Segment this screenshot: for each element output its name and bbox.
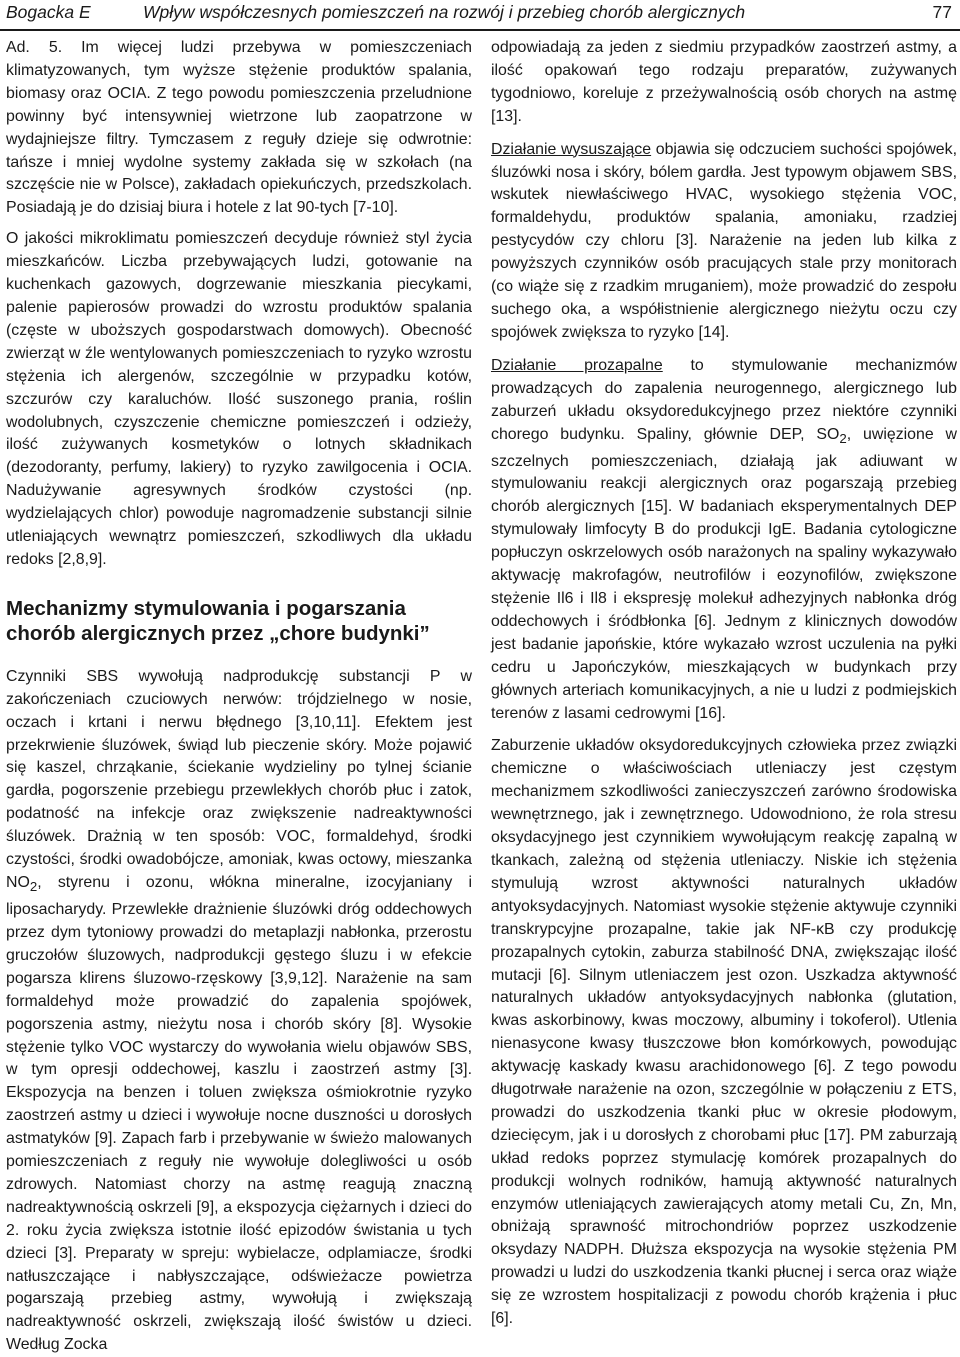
- section-heading: Mechanizmy stymulowania i pogarszania chorób alergicznych przez „chore budynki”: [6, 596, 430, 645]
- paragraph-text: , styrenu i ozonu, włókna mineralne, izocyjaniany i liposacharydy. Przewlekłe drażnienie śluzówki dróg oddechowych przez dym tytoniowy prowadzi do metaplazji nabłonka, przerostu gruczołów śluzowych, nadprodukcji gęstego śluzu i w efekcie pogarsza klirens śluzowo-rzęskowy [3,9,12]. Narażenie na sam formaldehyd może prowadzić do zapalenia spojówek, pogorszenia astmy, nieżytu nosa i chorób skóry [8]. Wysokie stężenie tylko VOC wystarczy do wywołania wielu objawów SBS, w tym opresji oddechowej, kaszlu i zaostrzeń astmy [3]. Ekspozycja na benzen i toluen zwiększa ośmiokrotnie ryzyko zaostrzeń astmy u dzieci i wywołuje nocne duszności u dorosłych astmatyków [9]. Zapach farb i przebywanie w świeżo malowanych pomieszczeniach z reguły nie wywołuje dolegliwości u osób zdrowych. Natomiast chorzy na astmę reagują znaczną nadreaktywnością oskrzeli [9], a ekspozycja ciężarnych i dzieci do 2. roku życia zwiększa istotnie ilość epizodów świstania u tych dzieci [3]. Preparaty w spreju: wybielacze, odplamiacze, środki natłuszczające i nabłyszczające, odświeżacze powietrza pogarszają przebieg astmy, wywołują i zwiększają nadreaktywność oskrzeli, zwiększają ilość świstów u dzieci. Według Zocka: [6, 874, 472, 1354]
- subscript: 2: [29, 879, 38, 895]
- header-divider: [0, 29, 960, 31]
- paragraph-text: to stymulowanie mechanizmów prowadzących do zapalenia neurogennego, alergicznego lub zaburzeń układu oksydoredukcyjnego przez niektóre czynniki chorego budynku. Spaliny, głównie DEP, SO: [491, 356, 957, 443]
- paragraph-continuation: odpowiadają za jeden z siedmiu przypadków zaostrzeń astmy, a ilość opakowań tego rodzaju preparatów, zużywanych tygodniowo, koreluje z przeżywalnością osób chorych na astmę [13].: [491, 39, 957, 125]
- subscript: 2: [839, 430, 847, 446]
- paragraph-text: , uwięzione w szczelnych pomieszczeniach, działają jak adiuwant w stymulowaniu reakcji alergicznych oraz pogarszają przebieg chorób alergicznych [15]. W badaniach eksperymentalnych DEP stymulowały limfocyty B do produkcji IgE. Badania cytologiczne popłuczyn oskrzelowych osób narażonych na spaliny wykazywało aktywację makrofagów, neutrofilów i eozynofilów, zwiększone stężenie Il6 i Il8 i ekspresję molekuł adhezyjnych nabłonka dróg oddechowych i śródbłonka [6]. Jednym z klinicznych dowodów jest badanie japońskie, które wykazało wzrost uczulenia na pyłki cedru u Japończyków, mieszkających w budynkach przy głównych arteriach komunikacyjnych, a nie u ludzi z podmiejskich terenów z lasami cedrowymi [16].: [491, 425, 957, 722]
- paragraph-drying-effect: [491, 139, 957, 345]
- underlined-term: Działanie prozapalne: [491, 356, 663, 374]
- running-header: [0, 0, 960, 30]
- paragraph-ad5: Ad. 5. Im więcej ludzi przebywa w pomieszczeniach klimatyzowanych, tym wyższe stężenie produktów spalania, biomasy oraz OCIA. Z tego powodu pomieszczenia przeludnione powinny być intensywniej wietrzone lub zaopatrzone w wydajniejsze filtry. Tymczasem z reguły dzieje się odwrotnie: tańsze i mniej wydolne systemy zakłada się w szkołach (na szczęście nie w Polsce), zakładach opiekuńczych, przedszkolach. Posiadają je do dzisiaj biura i hotele z lat 90-tych [7-10].: [6, 39, 472, 217]
- paragraph-proinflammatory: [491, 355, 957, 726]
- paragraph-oxidative-stress: Zaburzenie układów oksydoredukcyjnych człowieka przez związki chemiczne o właściwościach utleniaczy jest częstym mechanizmem szkodliwości zanieczyszczeń zarówno środowiska wewnętrznego, jak i zewnętrznego. Udowodniono, że rola stresu oksydacyjnego jest czynnikiem wywołującym reakcję zapalną w tkankach, zależną od stężenia utleniaczy. Niskie ich stężenia stymulują wzrost aktywności naturalnych układów antyoksydacyjnych. Natomiast wysokie stężenie aktywuje czynniki transkrypcyjne prozapalne, takie jak NF-κB czy produkcję prozapalnych cytokin, zaburza stabilność DNA, zwiększając ilość mutacji [6]. Silnym utleniaczem jest ozon. Uszkadza aktywność naturalnych układów antyoksydacyjnych nabłonka (glutation, kwas askorbinowy, kwas moczowy, albuminy i tokoferol). Utlenia nienasycone kwasy tłuszczowe błon komórkowych, powodując aktywację kaskady kwasu arachidonowego [6]. Z tego powodu długotrwałe narażenie na ozon, szczególnie w połączeniu z ETS, prowadzi do uszkodzenia tkanki płuc w okresie płodowym, dziecięcym, jak i u dorosłych z chorobami płuc [17]. PM zaburzają układ redoks poprzez stymulację komórek prozapalnych do produkcji wolnych rodników, hamują aktywność naturalnych enzymów utleniających zawierających atomy metali Cu, Zn, Mn, obniżają sprawność mitrochondriów poprzez uszkodzenie oksydazy NADPH. Dłuższa ekspozycja na wysokie stężenia PM prowadzi u ludzi do uszkodzenia tkanki płucnej i serca oraz wiąże się ze wzrostem hospitalizacji z powodu chorób krążenia i płuc [6].: [491, 737, 957, 1328]
- paragraph-text: Czynniki SBS wywołują nadprodukcję substancji P w zakończeniach czuciowych nerwów: trójdzielnego w nosie, oczach i krtani i nerwu błędnego [3,10,11]. Efektem jest przekrwienie śluzówek, świąd lub pieczenie skóry. Może pojawić się kaszel, chrząkanie, ściekanie wydzieliny po tylnej ścianie gardła, pogorszenie przebiegu przewlekłych chorób płuc i zatok, podatność na infekcje oraz zwiększenie nadreaktywności śluzówek. Drażnią w ten sposób: VOC, formaldehyd, środki czystości, środki owadobójcze, amoniak, kwas octowy, mieszanka NO: [6, 667, 472, 891]
- left-column: [6, 37, 472, 1357]
- page-number: 77: [932, 2, 952, 22]
- paragraph-text: objawia się odczuciem suchości spojówek, śluzówki nosa i skóry, bólem gardła. Jest typowym objawem SBS, wskutek niewłaściwego HVAC, wysokiego stężenia VOC, formaldehydu, produktów spalania, amoniaku, rzadziej pestycydów czy chloru [3]. Narażenie na jeden lub kilka z powyższych czynników osób pracujących stale przy monitorach (co wiąże się z rzadkim mruganiem), może prowadzić do zespołu suchego oka, a współistnienie alergicznego nieżytu oczu czy spojówek zwiększa to ryzyko [14].: [491, 140, 957, 341]
- paragraph-sbs-factors: [6, 666, 472, 1357]
- underlined-term: Działanie wysuszające: [491, 140, 652, 158]
- right-column: [491, 37, 957, 1331]
- paragraph-lifestyle: O jakości mikroklimatu pomieszczeń decyduje również styl życia mieszkańców. Liczba przebywających ludzi, gotowanie na kuchenkach gazowych, dogrzewanie mieszkania piecykami, palenie papierosów prowadzi do wzrostu produktów spalania (częste w uboższych gospodarstwach domowych). Obecność zwierząt w źle wentylowanych pomieszczeniach to ryzyko wzrostu stężenia ich alergenów, szczególnie w przypadku kotów, szczurów czy karaluchów. Ilość suszonego prania, roślin wodolubnych, czyszczenie chemiczne pomieszczeń i odzieży, ilość zużywanych kosmetyków o lotnych składnikach (dezodoranty, perfumy, lakiery) to ryzyko zawilgocenia i OCIA. Nadużywanie agresywnych środków czystości (np. wydzielających chlor) powoduje nagromadzenie substancji silnie utleniających wewnątrz pomieszczeń, szkodliwych dla układu redoks [2,8,9].: [6, 230, 472, 568]
- header-title: Wpływ współczesnych pomieszczeń na rozwój i przebieg chorób alergicznych: [143, 2, 746, 22]
- header-author: Bogacka E: [6, 2, 91, 22]
